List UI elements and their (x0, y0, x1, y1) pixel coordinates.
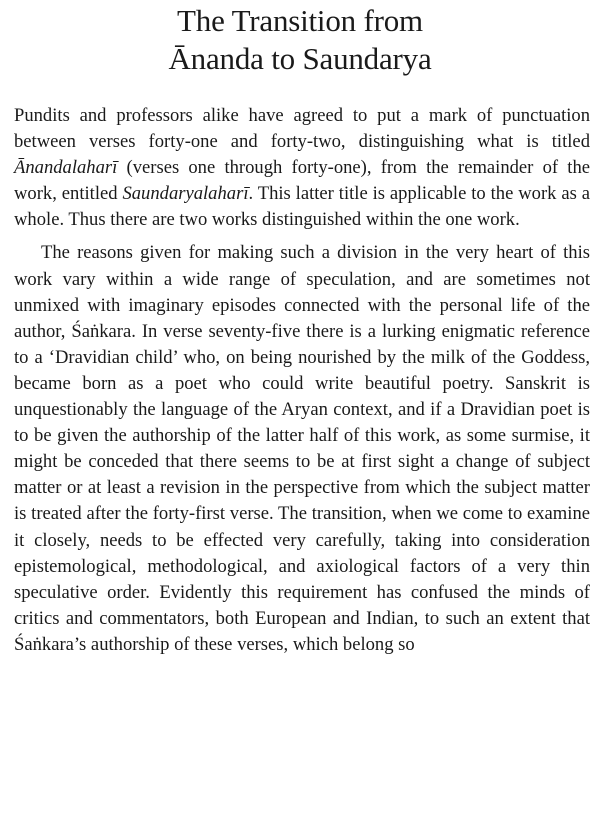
paragraph-1-text: (verses one through forty-one), from the remainder of the work, entitled (14, 157, 590, 205)
paragraph-1 (14, 103, 590, 233)
title-saundaryalahari: Saundaryalaharī (122, 183, 249, 205)
title-anandalahari: Ānandalaharī (14, 157, 118, 179)
paragraph-2-text: The reasons given for making such a division in the very heart of this work vary within a wide range of speculation, and are sometimes not unmixed with imaginary episodes connected with the personal life of the author, Śaṅkara. In verse seventy-five there is a lurking enigmatic reference to a ‘Dravidian child’ who, on being nourished by the milk of the Goddess, became born as a poet who could write beautiful poetry. Sanskrit is unquestionably the language of the Aryan context, and if a Dravidian poet is to be given the authorship of the latter half of this work, as some surmise, it might be conceded that there seems to be at first sight a change of subject matter or at least a revision in the perspective from which the subject matter is treated after the forty-first verse. The transition, when we come to examine it closely, needs to be effected very carefully, taking into consideration epistemological, methodological, and axiological factors of a very thin speculative order. Evidently this requirement has confused the minds of critics and commentators, both European and Indian, to such an extent that Śaṅkara’s authorship of these verses, which belong so (14, 242, 590, 655)
paragraph-1-text: . This latter title is applicable to the work as a whole. Thus there are two works distinguished within the one work. (14, 183, 591, 231)
paragraph-2 (14, 240, 590, 658)
chapter-title-line-2: Ānanda to Saundarya (168, 41, 432, 76)
body-text (14, 103, 590, 658)
chapter-title-line-1: The Transition from (177, 3, 423, 38)
paragraph-1-text: Pundits and professors alike have agreed to put a mark of punctuation between verses forty-one and forty-two, distinguishing what is titled (14, 105, 590, 153)
chapter-title (0, 0, 600, 78)
